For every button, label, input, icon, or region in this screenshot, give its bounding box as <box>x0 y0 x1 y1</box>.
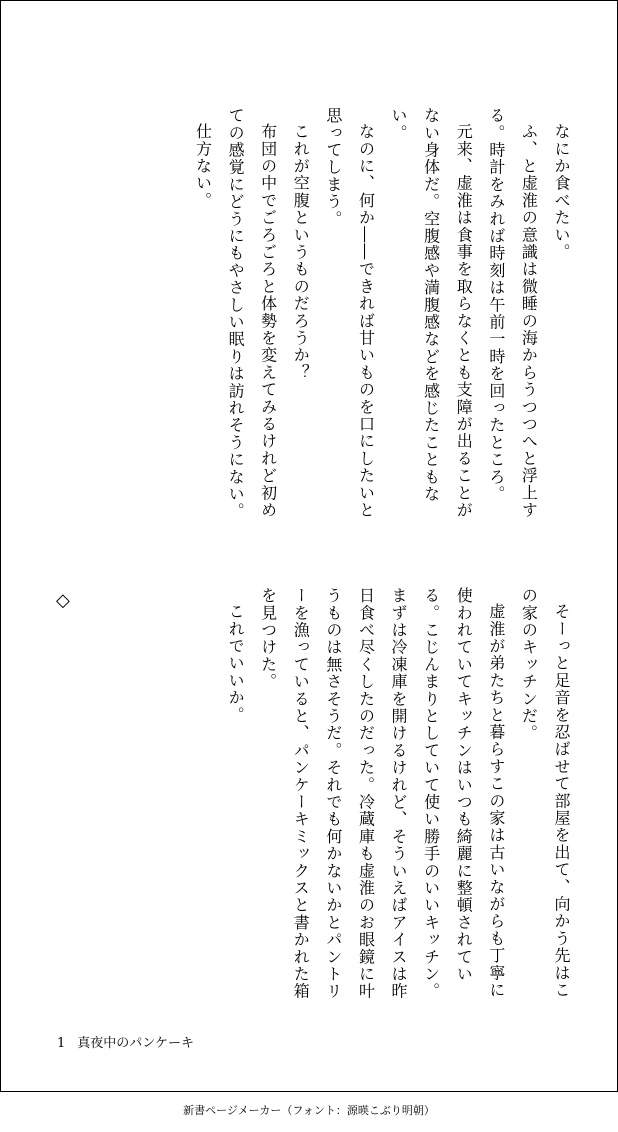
section-separator: ◇ <box>56 590 70 611</box>
paragraph: 元来、虚淮は食事を取らなくとも支障が出ることがない身体だ。空腹感や満腹感などを感じたこともない。 <box>389 107 474 519</box>
paragraph: そーっと足音を忍ばせて部屋を出て、向かう先はこの家のキッチンだ。 <box>519 587 571 999</box>
text-block-bottom <box>175 587 577 1007</box>
paragraph: これが空腹というものだろうか？ <box>291 123 311 381</box>
paragraph: これでいいか。 <box>226 603 246 724</box>
generator-credit: 新書ページメーカー（フォント：源暎こぶり明朝） <box>183 1104 435 1117</box>
text-block-top <box>47 107 577 527</box>
chapter-title: 真夜中のパンケーキ <box>77 1036 195 1051</box>
page-number: 1 <box>57 1036 66 1051</box>
paragraph: 虚淮が弟たちと暮らすこの家は古いながらも丁寧に使われていてキッチンはいつも綺麗に整頓されている。こじんまりとしていて使い勝手のいいキッチン。まずは冷凍庫を開けるけれど、そういえばアイスは昨日食べ尽くしたのだった。冷蔵庫も虚淮のお眼鏡に叶うものは無さそうだ。それでも何かないかとパントリーを漁っていると、パンケーキミックスと書かれた箱を見つけた。 <box>258 587 506 1000</box>
paragraph: ふ、と虚淮の意識は微睡の海からうつつへと浮上する。時計をみれば時刻は午前一時を回ったところ。 <box>486 107 539 519</box>
paragraph: なのに、何か――できれば甘いものを口にしたいと思ってしまう。 <box>323 107 376 519</box>
paragraph: 仕方ない。 <box>193 123 213 209</box>
paragraph: 布団の中でごろごろと体勢を変えてみるけれど初めての感覚にどうにもやさしい眠りは訪れそうにない。 <box>226 107 278 520</box>
paragraph: なにか食べたい。 <box>552 123 571 261</box>
page-footer <box>57 1036 194 1052</box>
